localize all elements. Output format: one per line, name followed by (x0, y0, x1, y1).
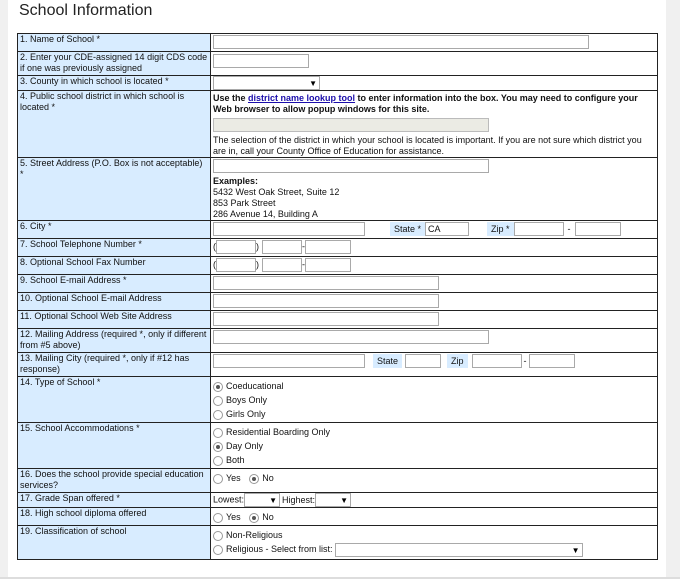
mailing-address-input[interactable] (213, 330, 489, 344)
row-county (18, 76, 658, 91)
chevron-down-icon: ▼ (571, 545, 580, 555)
phone-area-input[interactable] (216, 240, 256, 254)
mailing-state-input[interactable] (405, 354, 441, 368)
state-input[interactable]: CA (425, 222, 469, 236)
district-input (213, 118, 489, 132)
row-fax (18, 257, 658, 275)
radio-icon[interactable] (213, 396, 223, 406)
label-email: 9. School E-mail Address * (18, 275, 211, 293)
row-mailing-city (18, 353, 658, 377)
fax-dash: - (302, 259, 305, 270)
row-classification (18, 526, 658, 560)
label-street-address: 5. Street Address (P.O. Box is not acceptable) * (18, 158, 211, 221)
radio-both[interactable]: Both (213, 453, 655, 467)
paren-close: ) (256, 241, 259, 252)
radio-boys-only[interactable]: Boys Only (213, 393, 655, 407)
label-county: 3. County in which school is located * (18, 76, 211, 91)
radio-icon[interactable] (213, 428, 223, 438)
row-mailing-address (18, 329, 658, 353)
radio-religious[interactable]: Religious - Select from list: ▼ (213, 542, 655, 557)
label-diploma: 18. High school diploma offered (18, 508, 211, 526)
label-city: 6. City * (18, 221, 211, 239)
district-note: The selection of the district in which your school is located is important. If you are not sure which district you are in, call your County Office of Education for assistance. (213, 135, 642, 156)
example-address-1: 5432 West Oak Street, Suite 12 (213, 187, 340, 197)
label-district: 4. Public school district in which school is located * (18, 91, 211, 158)
radio-day-only[interactable]: Day Only (213, 439, 655, 453)
radio-non-religious[interactable]: Non-Religious (213, 528, 655, 542)
district-instructions: Use the district name lookup tool to enter information into the box. You may need to configure your Web browser to allow popup windows for this site. (213, 93, 638, 114)
row-cds-code (18, 52, 658, 76)
label-fax: 8. Optional School Fax Number (18, 257, 211, 275)
mailing-state-label: State (373, 354, 402, 368)
fax-prefix-input[interactable] (262, 258, 302, 272)
school-info-form (17, 33, 658, 560)
zip-input[interactable] (514, 222, 564, 236)
label-special-ed: 16. Does the school provide special education services? (18, 469, 211, 493)
row-accommodations (18, 423, 658, 469)
radio-icon[interactable] (213, 456, 223, 466)
state-label: State * (390, 222, 425, 236)
mailing-zip-label: Zip (447, 354, 468, 368)
label-school-type: 14. Type of School * (18, 377, 211, 423)
label-website: 11. Optional School Web Site Address (18, 311, 211, 329)
lowest-grade-select[interactable] (244, 493, 280, 507)
label-mailing-city: 13. Mailing City (required *, only if #12 has response) (18, 353, 211, 377)
radio-diploma-yes[interactable]: Yes (213, 510, 241, 524)
street-address-input[interactable] (213, 159, 489, 173)
phone-line-input[interactable] (305, 240, 351, 254)
row-grade-span (18, 493, 658, 508)
optional-email-input[interactable] (213, 294, 439, 308)
mailing-city-input[interactable] (213, 354, 365, 368)
example-address-2: 853 Park Street (213, 198, 276, 208)
city-input[interactable] (213, 222, 365, 236)
zip-dash: - (567, 223, 571, 234)
phone-prefix-input[interactable] (262, 240, 302, 254)
label-school-name: 1. Name of School * (18, 34, 211, 52)
row-diploma (18, 508, 658, 526)
radio-icon[interactable] (213, 410, 223, 420)
chevron-down-icon: ▼ (340, 496, 349, 505)
radio-girls-only[interactable]: Girls Only (213, 407, 655, 421)
label-classification: 19. Classification of school (18, 526, 211, 560)
mailing-zip-input[interactable] (472, 354, 522, 368)
school-name-input[interactable] (213, 35, 589, 49)
mailing-zip-dash: - (523, 355, 527, 366)
radio-diploma-no[interactable]: No (249, 510, 274, 524)
website-input[interactable] (213, 312, 439, 326)
row-optional-email (18, 293, 658, 311)
radio-coeducational[interactable]: Coeducational (213, 379, 655, 393)
page-title: School Information (19, 2, 153, 19)
row-phone (18, 239, 658, 257)
row-city (18, 221, 658, 239)
row-email (18, 275, 658, 293)
radio-selected-icon[interactable] (213, 382, 223, 392)
email-input[interactable] (213, 276, 439, 290)
lowest-label: Lowest: (213, 494, 245, 505)
radio-special-ed-no[interactable]: No (249, 471, 274, 485)
label-optional-email: 10. Optional School E-mail Address (18, 293, 211, 311)
radio-icon[interactable] (213, 531, 223, 541)
highest-grade-select[interactable] (315, 493, 351, 507)
phone-dash: - (302, 241, 305, 252)
radio-selected-icon[interactable] (213, 442, 223, 452)
mailing-zip-ext-input[interactable] (529, 354, 575, 368)
fax-area-input[interactable] (216, 258, 256, 272)
highest-label: Highest: (282, 494, 316, 505)
row-website (18, 311, 658, 329)
radio-selected-icon[interactable] (249, 513, 259, 523)
chevron-down-icon: ▼ (309, 79, 317, 88)
fax-line-input[interactable] (305, 258, 351, 272)
example-address-3: 286 Avenue 14, Building A (213, 209, 318, 219)
label-phone: 7. School Telephone Number * (18, 239, 211, 257)
label-cds-code: 2. Enter your CDE-assigned 14 digit CDS code if one was previously assigned (18, 52, 211, 76)
paren-close: ) (256, 259, 259, 270)
radio-special-ed-yes[interactable]: Yes (213, 471, 241, 485)
row-school-type (18, 377, 658, 423)
radio-icon[interactable] (213, 545, 223, 555)
county-select[interactable] (213, 76, 320, 90)
radio-selected-icon[interactable] (249, 474, 259, 484)
district-lookup-link[interactable]: district name lookup tool (248, 93, 356, 103)
radio-icon[interactable] (213, 474, 223, 484)
row-school-name (18, 34, 658, 52)
zip-ext-input[interactable] (575, 222, 621, 236)
label-grade-span: 17. Grade Span offered * (18, 493, 211, 508)
cds-code-input[interactable] (213, 54, 309, 68)
row-special-ed (18, 469, 658, 493)
zip-label: Zip * (487, 222, 514, 236)
chevron-down-icon: ▼ (269, 496, 278, 505)
radio-icon[interactable] (213, 513, 223, 523)
paren-open: ( (213, 259, 216, 270)
label-mailing-address: 12. Mailing Address (required *, only if different from #5 above) (18, 329, 211, 353)
radio-residential-boarding[interactable]: Residential Boarding Only (213, 425, 655, 439)
paren-open: ( (213, 241, 216, 252)
row-street-address (18, 158, 658, 221)
examples-heading: Examples: (213, 176, 259, 186)
row-district (18, 91, 658, 158)
label-accommodations: 15. School Accommodations * (18, 423, 211, 469)
religion-select[interactable] (335, 543, 583, 557)
